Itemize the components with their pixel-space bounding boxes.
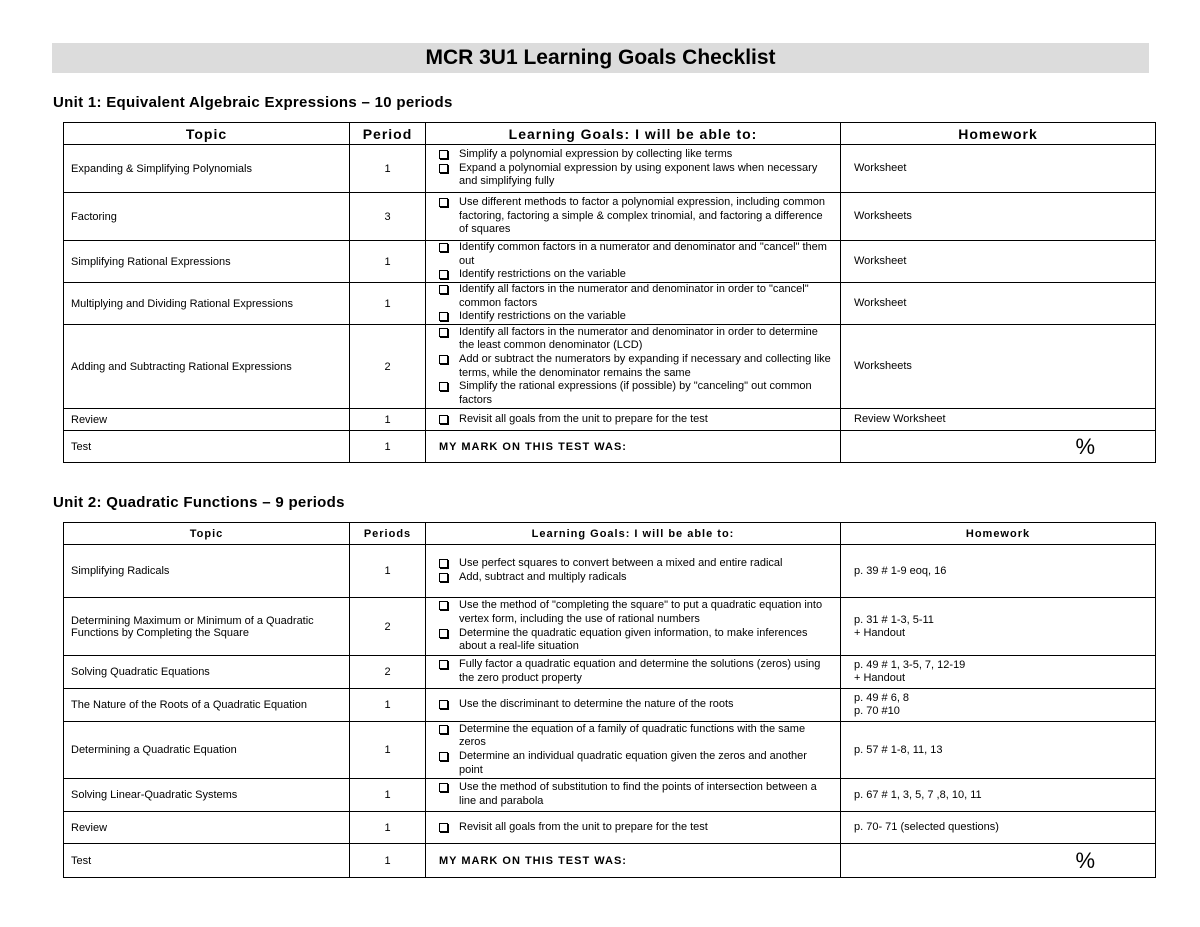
column-header-homework: Homework (841, 523, 1156, 545)
goal-item (439, 698, 833, 712)
homework-line: p. 57 # 1-8, 11, 13 (854, 743, 943, 756)
goal-text: Use different methods to factor a polynomial expression, including common factoring, factoring a simple & complex trinomial, and factoring a difference of squares (459, 196, 826, 236)
table-row (64, 779, 1156, 812)
column-header-period: Period (350, 123, 426, 145)
period-cell: 1 (350, 844, 426, 878)
goal-text: Fully factor a quadratic equation and determine the solutions (zeros) using the zero product property (459, 658, 821, 684)
homework-line: Worksheets (854, 210, 912, 222)
period-cell: 3 (350, 193, 426, 241)
checkbox-icon[interactable] (439, 150, 448, 159)
goal-item (439, 571, 833, 585)
goal-list (433, 241, 833, 282)
table-row (64, 325, 1156, 409)
test-mark-input[interactable]: % (841, 844, 1156, 878)
table-row (64, 241, 1156, 283)
checkbox-icon[interactable] (439, 328, 448, 337)
goal-item (439, 413, 833, 427)
goal-item (439, 658, 833, 685)
learning-goals-cell (426, 812, 841, 844)
topic-cell: Determining Maximum or Minimum of a Quadratic Functions by Completing the Square (64, 598, 350, 656)
period-cell: 1 (350, 779, 426, 812)
column-header-learning-goals: Learning Goals: I will be able to: (426, 123, 841, 145)
homework-line: Worksheet (854, 297, 907, 309)
period-cell: 1 (350, 545, 426, 598)
goal-text: Identify restrictions on the variable (459, 268, 626, 281)
goal-item (439, 283, 833, 310)
learning-goals-cell (426, 722, 841, 779)
test-mark-label (426, 431, 841, 463)
period-cell: 1 (350, 145, 426, 193)
page-title: MCR 3U1 Learning Goals Checklist (52, 43, 1149, 73)
goal-text: Determine an individual quadratic equation given the zeros and another point (459, 750, 807, 776)
topic-cell: Simplifying Radicals (64, 545, 350, 598)
period-cell: 1 (350, 241, 426, 283)
table-row (64, 545, 1156, 598)
homework-cell (841, 689, 1156, 722)
goal-item (439, 599, 833, 626)
homework-cell (841, 722, 1156, 779)
learning-goals-cell (426, 193, 841, 241)
unit2-table (63, 522, 1156, 878)
homework-cell (841, 325, 1156, 409)
period-cell: 2 (350, 656, 426, 689)
goal-text: Determine the quadratic equation given information, to make inferences about a real-life situation (459, 626, 808, 653)
goal-list (433, 599, 833, 653)
checkbox-icon[interactable] (439, 312, 448, 321)
checkbox-icon[interactable] (439, 415, 448, 424)
goal-item (439, 162, 833, 189)
checkbox-icon[interactable] (439, 783, 448, 792)
goal-item (439, 723, 833, 750)
topic-cell: Solving Linear-Quadratic Systems (64, 779, 350, 812)
learning-goals-cell (426, 598, 841, 656)
homework-cell (841, 545, 1156, 598)
checkbox-icon[interactable] (439, 382, 448, 391)
unit1-header-row (64, 123, 1156, 145)
learning-goals-cell (426, 241, 841, 283)
homework-line: p. 70- 71 (selected questions) (854, 821, 999, 833)
learning-goals-cell (426, 325, 841, 409)
homework-cell (841, 145, 1156, 193)
column-header-homework: Homework (841, 123, 1156, 145)
table-row (64, 844, 1156, 878)
checkbox-icon[interactable] (439, 601, 448, 610)
unit2-heading: Unit 2: Quadratic Functions – 9 periods (53, 494, 345, 511)
checkbox-icon[interactable] (439, 752, 448, 761)
table-row (64, 812, 1156, 844)
table-row (64, 689, 1156, 722)
test-mark-text: MY MARK ON THIS TEST WAS: (439, 854, 627, 867)
table-row (64, 598, 1156, 656)
unit1-table (63, 122, 1156, 463)
goal-item (439, 750, 833, 777)
table-row (64, 145, 1156, 193)
homework-line: Worksheets (854, 360, 912, 372)
topic-cell: Expanding & Simplifying Polynomials (64, 145, 350, 193)
homework-line: p. 39 # 1-9 eoq, 16 (854, 564, 947, 577)
goal-text: Simplify a polynomial expression by collecting like terms (459, 148, 733, 161)
learning-goals-cell (426, 779, 841, 812)
goal-text: Add, subtract and multiply radicals (459, 571, 627, 583)
checkbox-icon[interactable] (439, 198, 448, 207)
learning-goals-cell (426, 145, 841, 193)
topic-cell: Test (64, 844, 350, 878)
goal-text: Revisit all goals from the unit to prepare for the test (459, 820, 708, 833)
goal-text: Identify common factors in a numerator and denominator and "cancel" them out (459, 241, 827, 267)
goal-item (439, 781, 833, 808)
table-row (64, 431, 1156, 463)
topic-cell: Multiplying and Dividing Rational Expressions (64, 283, 350, 325)
period-cell: 1 (350, 409, 426, 431)
goal-text: Use the discriminant to determine the nature of the roots (459, 698, 734, 711)
unit2-header-row (64, 523, 1156, 545)
goal-text: Identify restrictions on the variable (459, 310, 626, 323)
goal-text: Add or subtract the numerators by expanding if necessary and collecting like terms, while the denominator remains the same (459, 352, 831, 379)
goal-item (439, 310, 833, 324)
goal-text: Determine the equation of a family of quadratic functions with the same zeros (459, 722, 806, 749)
homework-cell (841, 283, 1156, 325)
topic-cell: Simplifying Rational Expressions (64, 241, 350, 283)
period-cell: 1 (350, 283, 426, 325)
goal-list (433, 698, 833, 712)
period-cell: 1 (350, 722, 426, 779)
table-row (64, 283, 1156, 325)
homework-line: Worksheet (854, 255, 907, 267)
goal-text: Use perfect squares to convert between a mixed and entire radical (459, 557, 783, 570)
table-row (64, 656, 1156, 689)
homework-cell (841, 812, 1156, 844)
topic-cell: Test (64, 431, 350, 463)
checkbox-icon[interactable] (439, 573, 448, 582)
learning-goals-cell (426, 409, 841, 431)
test-mark-label (426, 844, 841, 878)
homework-cell (841, 193, 1156, 241)
goal-text: Simplify the rational expressions (if possible) by "canceling" out common factors (459, 380, 812, 406)
table-row (64, 193, 1156, 241)
goal-list (433, 557, 833, 584)
topic-cell: Adding and Subtracting Rational Expressions (64, 325, 350, 409)
column-header-learning-goals: Learning Goals: I will be able to: (426, 523, 841, 545)
topic-cell: Review (64, 812, 350, 844)
learning-goals-cell (426, 656, 841, 689)
goal-item (439, 557, 833, 571)
topic-cell: Factoring (64, 193, 350, 241)
goal-item (439, 196, 833, 237)
goal-item (439, 821, 833, 835)
goal-list (433, 781, 833, 808)
goal-item (439, 148, 833, 162)
homework-cell (841, 779, 1156, 812)
homework-line: Worksheet (854, 162, 907, 174)
homework-line: p. 70 #10 (854, 705, 900, 717)
learning-goals-cell (426, 283, 841, 325)
goal-item (439, 353, 833, 380)
checkbox-icon[interactable] (439, 725, 448, 734)
checkbox-icon[interactable] (439, 355, 448, 364)
homework-cell (841, 656, 1156, 689)
test-mark-input[interactable]: % (841, 431, 1156, 463)
goal-item (439, 326, 833, 353)
topic-cell: The Nature of the Roots of a Quadratic Equation (64, 689, 350, 722)
goal-item (439, 241, 833, 268)
homework-line: + Handout (854, 626, 906, 639)
goal-item (439, 627, 833, 654)
goal-item (439, 268, 833, 282)
homework-cell (841, 241, 1156, 283)
checkbox-icon[interactable] (439, 285, 448, 294)
checkbox-icon[interactable] (439, 164, 448, 173)
goal-list (433, 283, 833, 324)
period-cell: 1 (350, 431, 426, 463)
goal-text: Expand a polynomial expression by using exponent laws when necessary and simplifying fully (459, 161, 818, 188)
goal-text: Revisit all goals from the unit to prepare for the test (459, 412, 708, 425)
goal-list (433, 723, 833, 777)
goal-text: Use the method of "completing the square" to put a quadratic equation into vertex form, including the use of rational numbers (459, 599, 823, 625)
learning-goals-cell (426, 689, 841, 722)
goal-list (433, 658, 833, 685)
checkbox-icon[interactable] (439, 270, 448, 279)
goal-list (433, 821, 833, 835)
column-header-topic: Topic (64, 123, 350, 145)
homework-cell (841, 409, 1156, 431)
period-cell: 2 (350, 325, 426, 409)
checkbox-icon[interactable] (439, 823, 448, 832)
column-header-topic: Topic (64, 523, 350, 545)
goal-list (433, 326, 833, 408)
table-row (64, 409, 1156, 431)
column-header-periods: Periods (350, 523, 426, 545)
checkbox-icon[interactable] (439, 700, 448, 709)
period-cell: 1 (350, 689, 426, 722)
test-mark-text: MY MARK ON THIS TEST WAS: (439, 440, 627, 453)
unit1-heading: Unit 1: Equivalent Algebraic Expressions – 10 periods (53, 94, 453, 111)
topic-cell: Review (64, 409, 350, 431)
goal-list (433, 413, 833, 427)
homework-line: Review Worksheet (854, 413, 946, 425)
topic-cell: Solving Quadratic Equations (64, 656, 350, 689)
homework-line: p. 49 # 6, 8 (854, 692, 910, 704)
homework-line: + Handout (854, 672, 906, 684)
checkbox-icon[interactable] (439, 660, 448, 669)
goal-text: Identify all factors in the numerator and denominator in order to "cancel" common factors (459, 283, 809, 309)
checkbox-icon[interactable] (439, 243, 448, 252)
goal-item (439, 380, 833, 407)
goal-list (433, 148, 833, 189)
period-cell: 1 (350, 812, 426, 844)
goal-text: Identify all factors in the numerator and denominator in order to determine the least common denominator (LCD) (459, 325, 818, 352)
checkbox-icon[interactable] (439, 629, 448, 638)
homework-line: p. 31 # 1-3, 5-11 (854, 613, 934, 626)
table-row (64, 722, 1156, 779)
homework-line: p. 49 # 1, 3-5, 7, 12-19 (854, 659, 966, 671)
homework-cell (841, 598, 1156, 656)
learning-goals-cell (426, 545, 841, 598)
checkbox-icon[interactable] (439, 559, 448, 568)
period-cell: 2 (350, 598, 426, 656)
topic-cell: Determining a Quadratic Equation (64, 722, 350, 779)
homework-line: p. 67 # 1, 3, 5, 7 ,8, 10, 11 (854, 788, 982, 801)
goal-text: Use the method of substitution to find the points of intersection between a line and parabola (459, 781, 817, 807)
goal-list (433, 196, 833, 237)
